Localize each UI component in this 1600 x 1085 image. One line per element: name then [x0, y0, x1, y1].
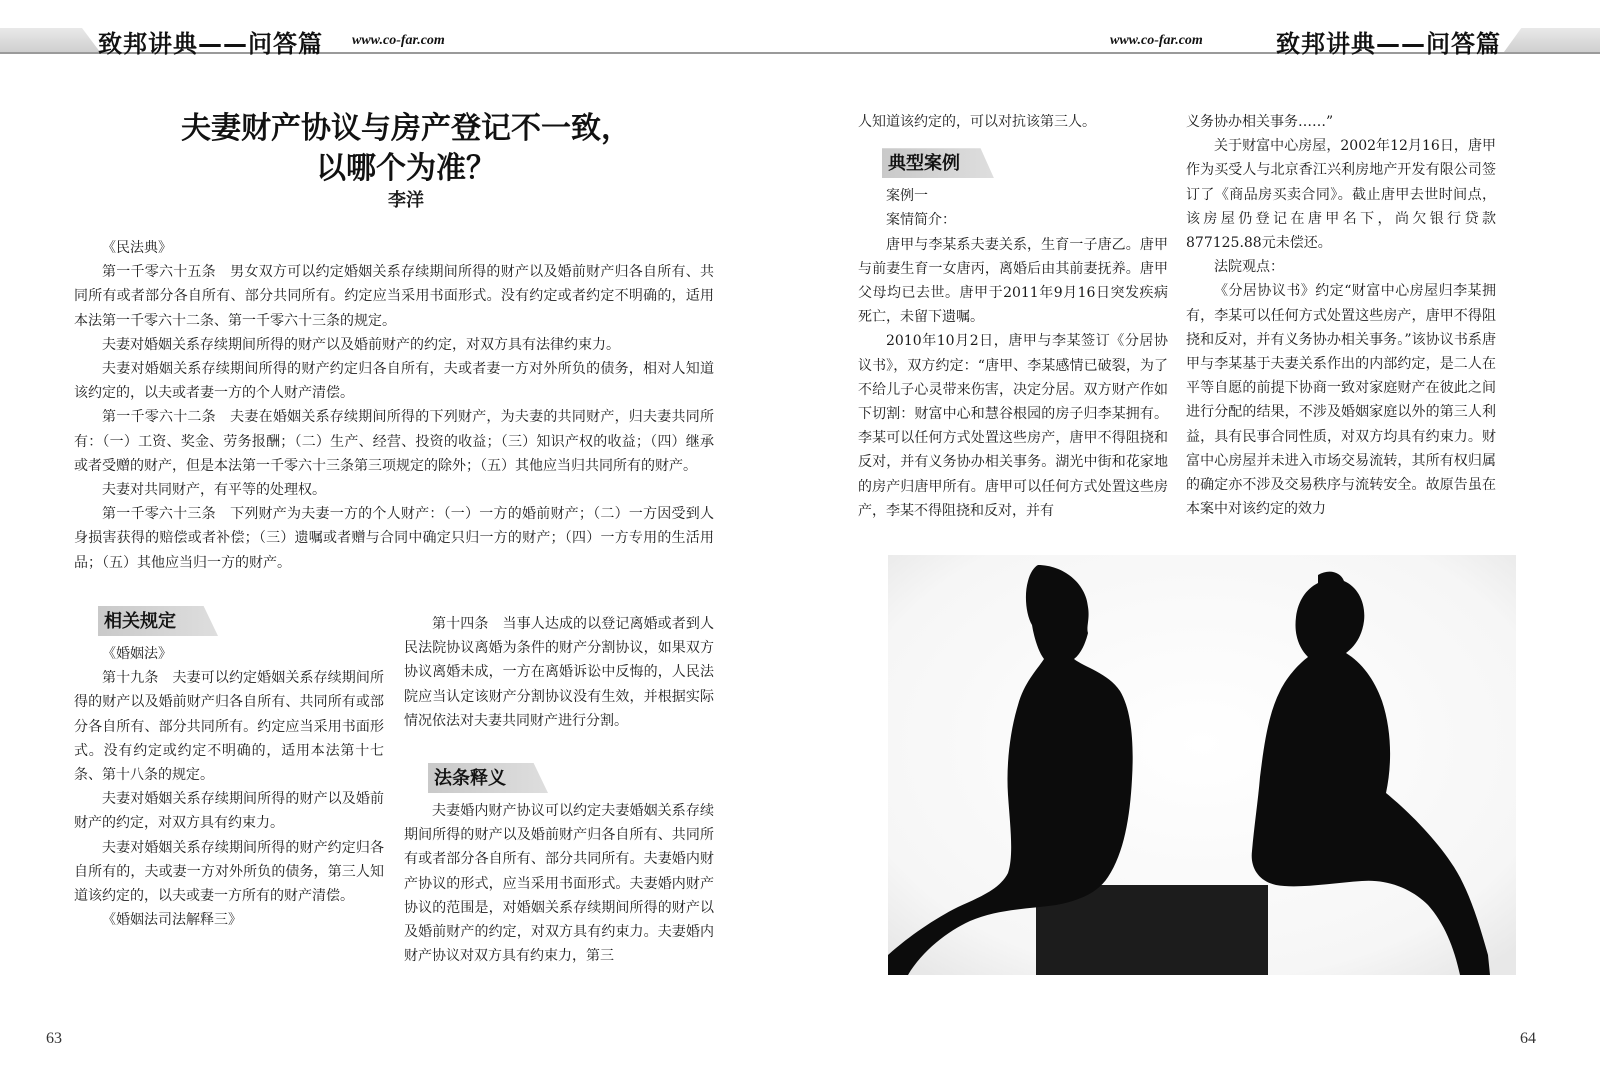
page-number: 64: [1520, 1030, 1536, 1047]
case-paragraph: 《分居协议书》约定“财富中心房屋归李某拥有，李某可以任何方式处置这些房产，唐甲不得阻挠和反对，并有义务协办相关事务。”该协议书系唐甲与李某基于夫妻关系作出的内部约定，是二人在平等自愿的前提下协商一致对家庭财产在彼此之间进行分配的结果，不涉及婚姻家庭以外的第三人利益，具有民事合同性质，对双方均具有约束力。财富中心房屋并未进入市场交易流转，其所有权归属的确定亦不涉及交易秩序与流转安全。故原告虽在本案中对该约定的效力: [1186, 283, 1496, 518]
case-paragraph: 关于财富中心房屋，2002年12月16日，唐甲作为买受人与北京香江兴利房地产开发有限公司签订了《商品房买卖合同》。截止唐甲去世时间点，该房屋仍登记在唐甲名下，尚欠银行贷款877125.88元未偿还。: [1186, 138, 1496, 252]
section-header-cases: [858, 148, 1168, 178]
case-column-2: [1186, 110, 1496, 521]
related-paragraph: 第十九条 夫妻可以约定婚姻关系存续期间所得的财产以及婚前财产归各自所有、共同所有或部分各自所有、部分共同所有。约定应当采用书面形式。没有约定或约定不明确的，适用本法第十七条、第十八条的规定。: [74, 670, 384, 784]
related-paragraph: 《婚姻法》: [102, 646, 172, 662]
intro-paragraph: 夫妻对婚姻关系存续期间所得的财产约定归各自所有，夫或者妻一方对外所负的债务，相对人知道该约定的，以夫或者妻一方的个人财产清偿。: [74, 361, 714, 402]
case-column-1: [858, 110, 1168, 523]
intro-paragraph: 《民法典》: [102, 240, 172, 256]
section-label: 法条释义: [434, 768, 506, 790]
article-title-line1: 夫妻财产协议与房产登记不一致，: [181, 111, 631, 146]
section-header-interpretation: [404, 763, 714, 793]
related-paragraph: 夫妻对婚姻关系存续期间所得的财产约定归各自所有的，夫或妻一方对外所负的债务，第三人知道该约定的，以夫或妻一方所有的财产清偿。: [74, 839, 384, 905]
case-paragraph: 案情简介：: [886, 212, 956, 229]
intro-paragraph: 第一千零六十五条 男女双方可以约定婚姻关系存续期间所得的财产以及婚前财产归各自所有、共同所有或者部分各自所有、部分共同所有。约定应当采用书面形式。没有约定或者约定不明确的，适用本法第一千零六十二条、第一千零六十三条的规定。: [74, 264, 714, 329]
related-column-1: [74, 606, 384, 932]
case-paragraph: 唐甲与李某系夫妻关系，生育一子唐乙。唐甲与前妻生育一女唐丙，离婚后由其前妻抚养。唐甲父母均已去世。唐甲于2011年9月16日突发疾病死亡，未留下遗嘱。: [858, 236, 1168, 326]
intro-paragraph: 第一千零六十二条 夫妻在婚姻关系存续期间所得的下列财产，为夫妻的共同财产，归夫妻共同所有：（一）工资、奖金、劳务报酬；（二）生产、经营、投资的收益；（三）知识产权的收益；（四）继承或者受赠的财产，但是本法第一千零六十三条第三项规定的除外；（五）其他应当归共同所有的财产。: [74, 409, 714, 474]
interpretation-paragraph: 夫妻婚内财产协议可以约定夫妻婚姻关系存续期间所得的财产以及婚前财产归各自所有、共同所有或者部分各自所有、部分共同所有。夫妻婚内财产协议的形式，应当采用书面形式。夫妻婚内财产协议的范围是，对婚姻关系存续期间所得的财产以及婚前财产的约定，对双方具有约束力。夫妻婚内财产协议对双方具有约束力，第三: [404, 803, 714, 965]
case-paragraph: 法院观点：: [1214, 259, 1284, 276]
header-title: 致邦讲典——问答篇: [1276, 30, 1501, 58]
section-label: 相关规定: [104, 611, 176, 632]
page-number: 63: [46, 1030, 62, 1047]
case-paragraph: 义务协办相关事务……”: [1186, 114, 1334, 130]
photo-svg: [888, 555, 1516, 975]
related-paragraph: 第十四条 当事人达成的以登记离婚或者到人民法院协议离婚为条件的财产分割协议，如果双方协议离婚未成，一方在离婚诉讼中反悔的，人民法院应当认定该财产分割协议没有生效，并根据实际情况依法对夫妻共同财产进行分割。: [404, 616, 714, 729]
intro-text: [74, 236, 714, 575]
case-paragraph: 2010年10月2日，唐甲与李某签订《分居协议书》，双方约定：“唐甲、李某感情已破裂，为了不给儿子心灵带来伤害，决定分居。双方财产作如下切割：财富中心和慧谷根园的房子归李某拥有。李某可以任何方式处置这些房产，唐甲不得阻挠和反对，并有义务协办相关事务。湖光中街和花家地的房产归唐甲所有。唐甲可以任何方式处置这些房产，李某不得阻挠和反对，并有: [858, 333, 1168, 519]
article-title-line2: 以哪个为准？: [316, 151, 496, 186]
header-band: [1504, 28, 1600, 52]
related-paragraph: 夫妻对婚姻关系存续期间所得的财产以及婚前财产的约定，对双方具有约束力。: [74, 791, 384, 832]
related-paragraph: 《婚姻法司法解释三》: [102, 912, 242, 929]
intro-paragraph: 第一千零六十三条 下列财产为夫妻一方的个人财产：（一）一方的婚前财产；（二）一方因受到人身损害获得的赔偿或者补偿；（三）遗嘱或者赠与合同中确定只归一方的财产；（四）一方专用的生活用品；（五）其他应当归一方的财产。: [74, 506, 714, 571]
section-header-related: [74, 606, 384, 636]
header-title: 致邦讲典——问答篇: [98, 30, 323, 58]
case-lead: 人知道该约定的，可以对抗该第三人。: [858, 114, 1096, 130]
article-author: 李洋: [388, 190, 424, 211]
header-url[interactable]: www.co-far.com: [352, 33, 445, 48]
intro-paragraph: 夫妻对共同财产，有平等的处理权。: [102, 482, 326, 499]
intro-paragraph: 夫妻对婚姻关系存续期间所得的财产以及婚前财产的约定，对双方具有法律约束力。: [102, 336, 620, 353]
couple-silhouette-icon: [888, 555, 1516, 975]
case-paragraph: 案例一: [886, 188, 928, 205]
header-band: [0, 28, 100, 52]
header-url[interactable]: www.co-far.com: [1110, 33, 1203, 48]
section-label: 典型案例: [888, 153, 960, 175]
related-column-2: [404, 612, 714, 968]
